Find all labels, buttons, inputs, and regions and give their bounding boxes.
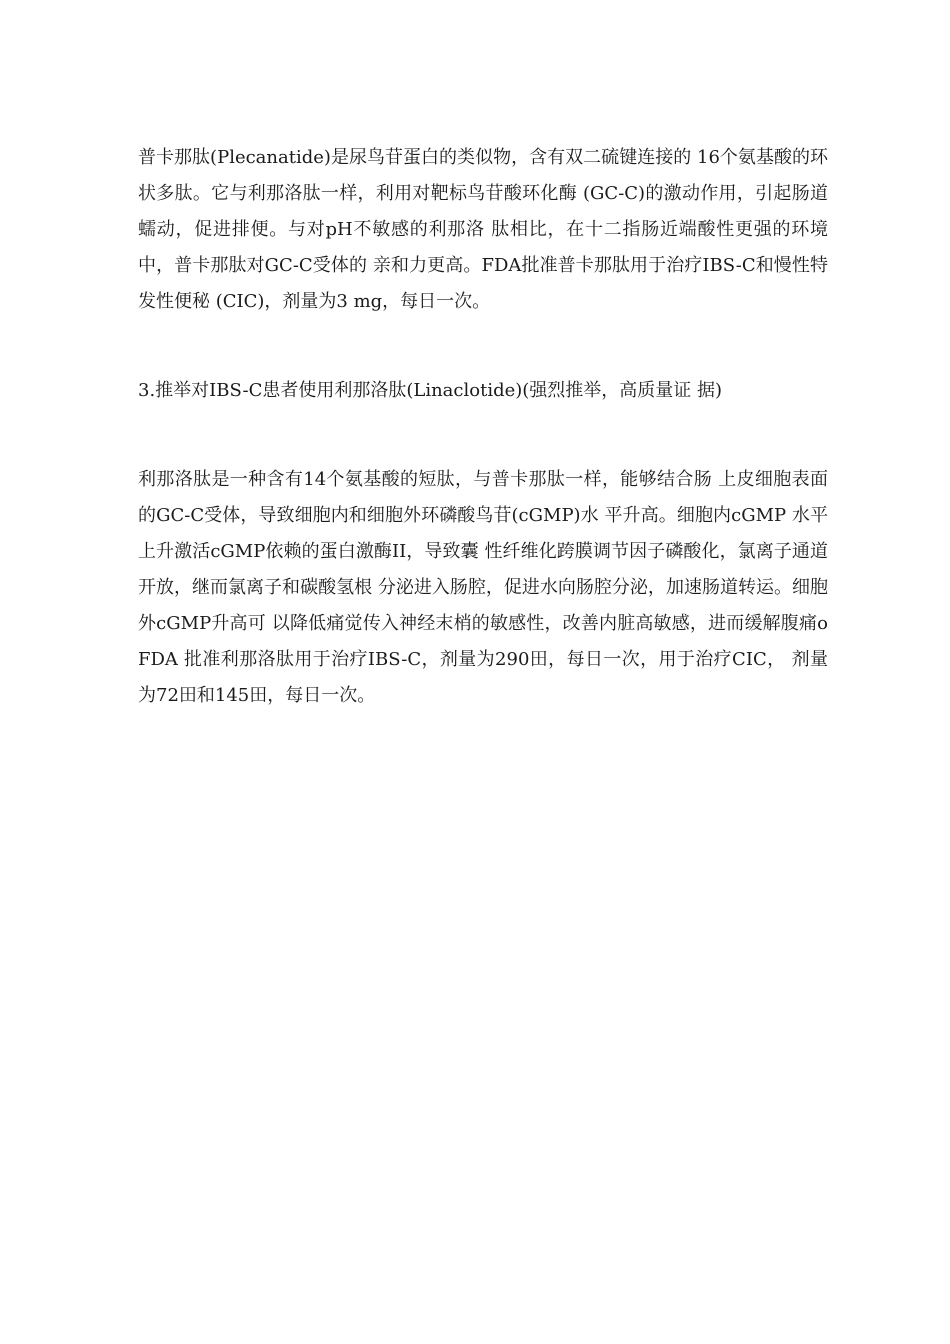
- document-body: [138, 140, 828, 714]
- paragraph-linaclotide: 利那洛肽是一种含有14个氨基酸的短肽，与普卡那肽一样，能够结合肠 上皮细胞表面的GC-C受体，导致细胞内和细胞外环磷酸鸟苷(cGMP)水 平升高。细胞内cGMP 水平上升激活cGMP依赖的蛋白激酶II，导致囊 性纤维化跨膜调节因子磷酸化，氯离子通道开放，继而氯离子和碳酸氢根 分泌进入肠腔，促进水向肠腔分泌，加速肠道转运。细胞外cGMP升高可 以降低痛觉传入神经末梢的敏感性，改善内脏高敏感，进而缓解腹痛oFDA 批准利那洛肽用于治疗IBS-C，剂量为290田，每日一次，用于治疗CIC， 剂量为72田和145田，每日一次。: [138, 469, 828, 706]
- paragraph-plecanatide: 普卡那肽(Plecanatide)是尿鸟苷蛋白的类似物，含有双二硫键连接的 16个氨基酸的环状多肽。它与利那洛肽一样，利用对靶标鸟苷酸环化酶 (GC-C)的激动作用，引起肠道蠕动，促进排便。与对pH不敏感的利那洛 肽相比，在十二指肠近端酸性更强的环境中，普卡那肽对GC-C受体的 亲和力更高。FDA批准普卡那肽用于治疗IBS-C和慢性特发性便秘 (CIC)，剂量为3 mg，每日一次。: [138, 147, 828, 312]
- section-heading-linaclotide: 3.推举对IBS-C患者使用利那洛肽(Linaclotide)(强烈推举，高质量证 据): [138, 380, 723, 401]
